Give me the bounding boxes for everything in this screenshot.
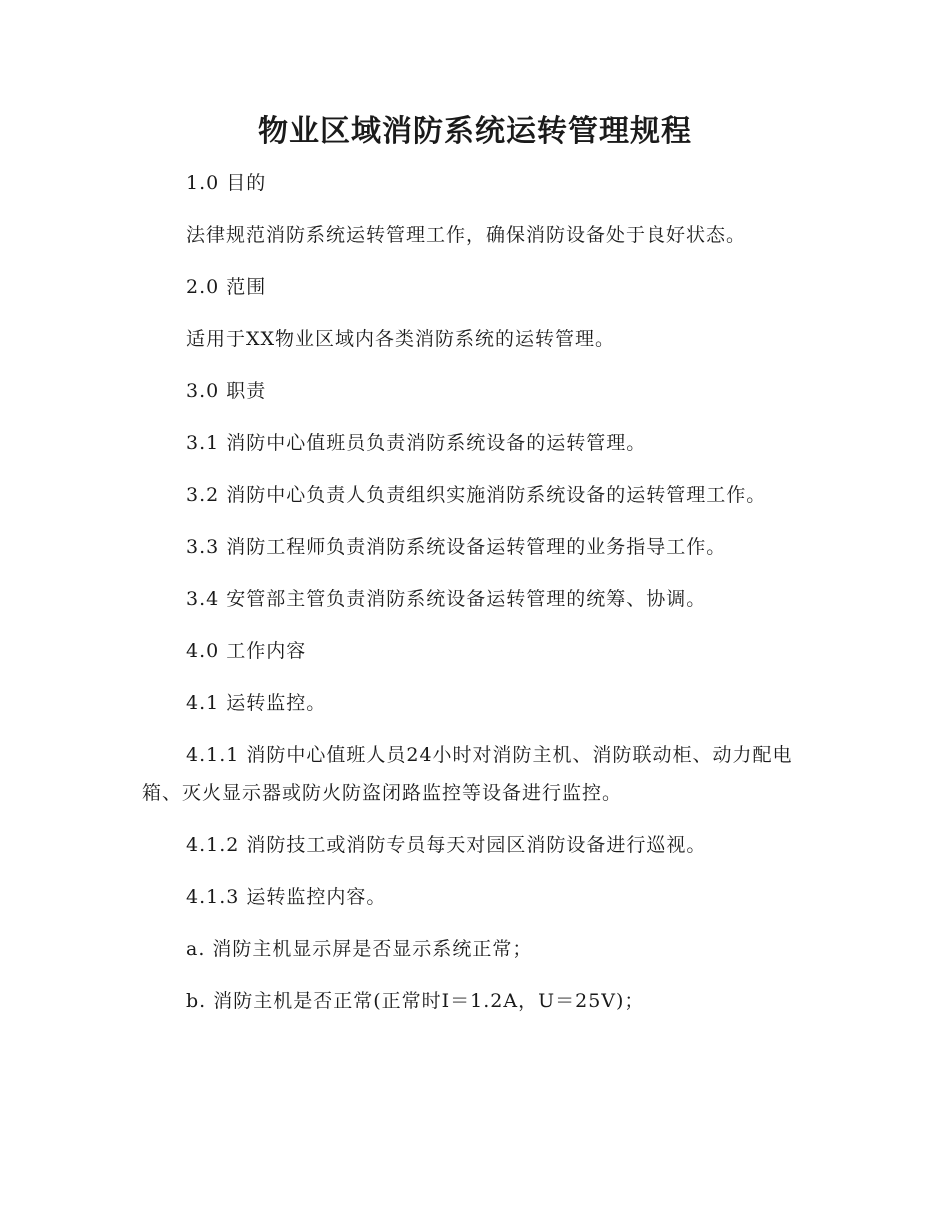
section-heading-work-content: 4.0 工作内容 [186,640,307,662]
paragraph-4-1: 4.1 运转监控。 [186,692,327,714]
paragraph-3-4: 3.4 安管部主管负责消防系统设备运转管理的统筹、协调。 [186,588,707,610]
paragraph-4-1-3: 4.1.3 运转监控内容。 [186,886,387,908]
list-item-a: a. 消防主机显示屏是否显示系统正常； [186,938,533,960]
paragraph-4-1-2: 4.1.2 消防技工或消防专员每天对园区消防设备进行巡视。 [186,834,707,856]
document-title: 物业区域消防系统运转管理规程 [258,114,692,149]
paragraph-4-1-1: 4.1.1 消防中心值班人员24小时对消防主机、消防联动柜、动力配电箱、灭火显示器或防火防盗闭路监控等设备进行监控。 [142,744,793,804]
section-heading-purpose: 1.0 目的 [186,172,267,194]
section-heading-responsibilities: 3.0 职责 [186,380,267,402]
section-heading-scope: 2.0 范围 [186,276,267,298]
paragraph-3-3: 3.3 消防工程师负责消防系统设备运转管理的业务指导工作。 [186,536,727,558]
list-item-b: b. 消防主机是否正常(正常时I＝1.2A，U＝25V)； [186,990,645,1012]
paragraph-scope: 适用于XX物业区域内各类消防系统的运转管理。 [186,328,616,350]
document-body [142,164,810,1020]
paragraph-3-2: 3.2 消防中心负责人负责组织实施消防系统设备的运转管理工作。 [186,484,767,506]
paragraph-3-1: 3.1 消防中心值班员负责消防系统设备的运转管理。 [186,432,647,454]
paragraph-purpose: 法律规范消防系统运转管理工作，确保消防设备处于良好状态。 [186,224,747,246]
